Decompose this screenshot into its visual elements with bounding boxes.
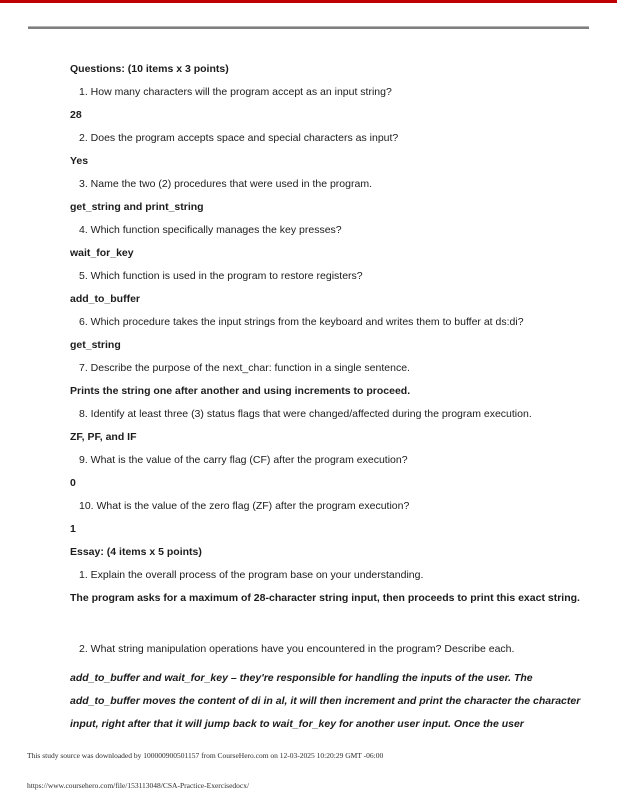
red-accent-line	[0, 0, 617, 3]
essay-section-header: Essay: (4 items x 5 points)	[70, 546, 202, 558]
horizontal-rule	[28, 26, 589, 29]
question-5: 5. Which function is used in the program to restore registers?	[79, 270, 363, 282]
question-3: 3. Name the two (2) procedures that were used in the program.	[79, 178, 372, 190]
question-10: 10. What is the value of the zero flag (ZF) after the program execution?	[79, 500, 410, 512]
answer-1: 28	[70, 109, 82, 121]
essay-question-2: 2. What string manipulation operations have you encountered in the program? Describe each.	[79, 643, 515, 655]
question-1: 1. How many characters will the program accept as an input string?	[79, 86, 392, 98]
question-6: 6. Which procedure takes the input strings from the keyboard and writes them to buffer at ds:di?	[79, 316, 524, 328]
question-7: 7. Describe the purpose of the next_char: function in a single sentence.	[79, 362, 410, 374]
question-9: 9. What is the value of the carry flag (CF) after the program execution?	[79, 454, 408, 466]
essay-answer-2: add_to_buffer and wait_for_key – they're responsible for handling the inputs of the user. The add_to_buffer moves the content of di in al, it will then increment and print the character the character input, right after that it will jump back to wait_for_key for another user input. Once the user	[70, 672, 581, 730]
questions-section-header: Questions: (10 items x 3 points)	[70, 63, 229, 75]
answer-7: Prints the string one after another and using increments to proceed.	[70, 385, 411, 397]
answer-2: Yes	[70, 155, 89, 167]
answer-5: add_to_buffer	[70, 293, 141, 305]
essay-question-1: 1. Explain the overall process of the program base on your understanding.	[79, 569, 424, 581]
answer-6: get_string	[70, 339, 121, 351]
document-url-link[interactable]: https://www.coursehero.com/file/153113048/CSA-Practice-Exercisedocx/	[27, 781, 250, 790]
answer-3: get_string and print_string	[70, 201, 204, 213]
answer-9: 0	[70, 477, 76, 489]
answer-8: ZF, PF, and IF	[70, 431, 137, 443]
answer-4: wait_for_key	[70, 247, 134, 259]
download-source-note: This study source was downloaded by 100000900501157 from CourseHero.com on 12-03-2025 10:20:29 GMT -06:00	[27, 751, 384, 760]
question-2: 2. Does the program accepts space and special characters as input?	[79, 132, 399, 144]
question-4: 4. Which function specifically manages the key presses?	[79, 224, 342, 236]
answer-10: 1	[70, 523, 76, 535]
essay-answer-1: The program asks for a maximum of 28-character string input, then proceeds to print this exact string.	[70, 592, 580, 604]
blank-space	[70, 616, 591, 644]
document-content	[70, 64, 591, 736]
question-8: 8. Identify at least three (3) status flags that were changed/affected during the program execution.	[79, 408, 532, 420]
